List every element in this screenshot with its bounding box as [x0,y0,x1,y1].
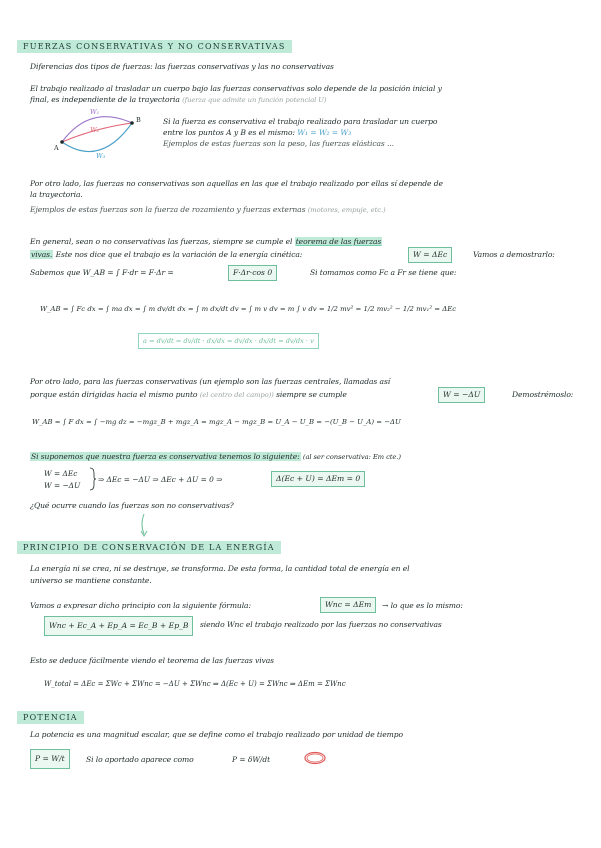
system-eq-2: W = −ΔU [44,481,81,490]
text-line: Vamos a expresar dicho principio con la siguiente fórmula: [30,601,251,610]
section-title-conservative-forces: FUERZAS CONSERVATIVAS Y NO CONSERVATIVAS [17,40,292,53]
text-line: Sabemos que W_AB = ∫ F·dr = F·Δr = [30,268,174,277]
power-differential-eq: P = δW/dt [232,755,271,764]
label-a: A [54,144,59,152]
potential-derivation: W_AB = ∫ F dx = ∫ −mg dz = −mgz_B + mgz_A = mgz_A − mgz_B = U_A − U_B = −(U_B − U_A) = −ΔU [32,418,401,426]
boxed-equation-potential: W = −ΔU [438,387,485,403]
text-line: entre los puntos A y B es el mismo: W₁ = W₂ = W₃ [163,128,352,137]
gray-note: (el centro del campo)) [199,391,274,399]
section-title-power: POTENCIA [17,711,84,724]
text-line: la trayectoria. [30,190,83,199]
system-eq-1: W = ΔEc [44,469,78,478]
red-circle-mark [303,750,327,766]
text-line: Si tomamos como Fc a Fr se tiene que: [310,268,457,277]
boxed-equation-energy-balance: Wnc + Ec_A + Ep_A = Ec_B + Ep_B [44,616,193,636]
question-line: ¿Qué ocurre cuando las fuerzas son no conservativas? [30,501,234,510]
boxed-equation-dot-product: F·Δr·cos 0 [228,265,277,281]
brace-icon [88,467,96,491]
text-line: Vamos a demostrarlo: [473,250,555,259]
text-line: final, es independiente de la trayectoria (fuerza que admite un función potencial U) [30,95,327,104]
text-line: Si la fuerza es conservativa el trabajo realizado para trasladar un cuerpo [163,117,438,126]
label-w3: W₃ [96,152,106,160]
energy-chain: ⇒ ΔEc = −ΔU ⇒ ΔEc + ΔU = 0 ⇒ [98,475,223,484]
text-line: Demostrémoslo: [512,390,574,399]
text-line: Por otro lado, para las fuerzas conservativas (un ejemplo son las fuerzas centrales, llamadas así [30,377,391,386]
text-line: Esto se deduce fácilmente viendo el teorema de las fuerzas vivas [30,656,274,665]
text-line: siendo Wnc el trabajo realizado por las fuerzas no conservativas [200,620,442,629]
acceleration-note: a = dv/dt = dv/dt · dx/dx = dv/dx · dx/dt = dv/dx · v [138,333,319,349]
boxed-equation-work-energy: W = ΔEc [408,247,452,263]
highlight-theorem: teorema de las fuerzas [295,237,382,246]
gray-note: (fuerza que admite un función potencial U) [182,96,327,104]
text-line: porque están dirigidas hacia el mismo punto (el centro del campo)) siempre se cumple [30,390,347,399]
section-title-energy-conservation: PRINCIPIO DE CONSERVACIÓN DE LA ENERGÍA [17,541,281,554]
boxed-equation-power: P = W/t [30,749,70,769]
text-line: Ejemplos de estas fuerzas son la fuerza de rozamiento y fuerzas externas (motores, empuje, etc.) [30,205,386,214]
equal-work-eq: W₁ = W₂ = W₃ [297,128,352,137]
label-w1: W₁ [90,108,100,116]
text-line: Si lo aportado aparece como [86,755,194,764]
text-line: La potencia es una magnitud escalar, que se define como el trabajo realizado por unidad de tiempo [30,730,403,739]
text-line: Por otro lado, las fuerzas no conservativas son aquellas en las que el trabajo realizado por ellas sí depende de [30,179,443,188]
gray-note: (motores, empuje, etc.) [307,206,386,214]
gray-note: (al ser conservativa: Em cte.) [302,453,401,461]
label-b: B [136,116,141,124]
total-work-equation: W_total = ΔEc = ΣWc + ΣWnc = −ΔU + ΣWnc ⇒ Δ(Ec + U) = ΣWnc ⇒ ΔEm = ΣWnc [44,680,346,688]
text-line: universo se mantiene constante. [30,576,152,585]
text-line: → lo que es lo mismo: [382,601,463,610]
boxed-equation-mechanical-energy: Δ(Ec + U) = ΔEm = 0 [271,471,365,487]
derivation-equation: W_AB = ∫ Fc dx = ∫ ma dx = ∫ m dv/dt dx = ∫ m dx/dt dv = ∫ m v dv = m ∫ v dv = 1/2 mv² = 1/2 mv₂² − 1/2 mv₁² = ΔEc [40,305,457,313]
boxed-equation-nonconservative: Wnc = ΔEm [320,597,376,613]
text-line: Si suponemos que nuestra fuerza es conservativa tenemos lo siguiente: (al ser conservativa: Em cte.) [31,452,401,461]
text-line: Diferencias dos tipos de fuerzas: las fuerzas conservativas y las no conservativas [30,62,334,71]
text-line: El trabajo realizado al trasladar un cuerpo bajo las fuerzas conservativas solo depende de la posición inicial y [30,84,442,93]
text-line: En general, sean o no conservativas las fuerzas, siempre se cumple el teorema de las fuerzas [30,237,382,246]
text-line: Ejemplos de estas fuerzas son la peso, las fuerzas elásticas ... [163,139,394,148]
text-line: La energía ni se crea, ni se destruye, se transforma. De esta forma, la cantidad total de energía en el [30,564,410,573]
trajectory-diagram [50,106,150,161]
label-w2: W₂ [90,126,100,134]
text-line: vivas. Este nos dice que el trabajo es la variación de la energía cinética: [31,250,303,259]
arrow-down-icon [138,512,150,542]
